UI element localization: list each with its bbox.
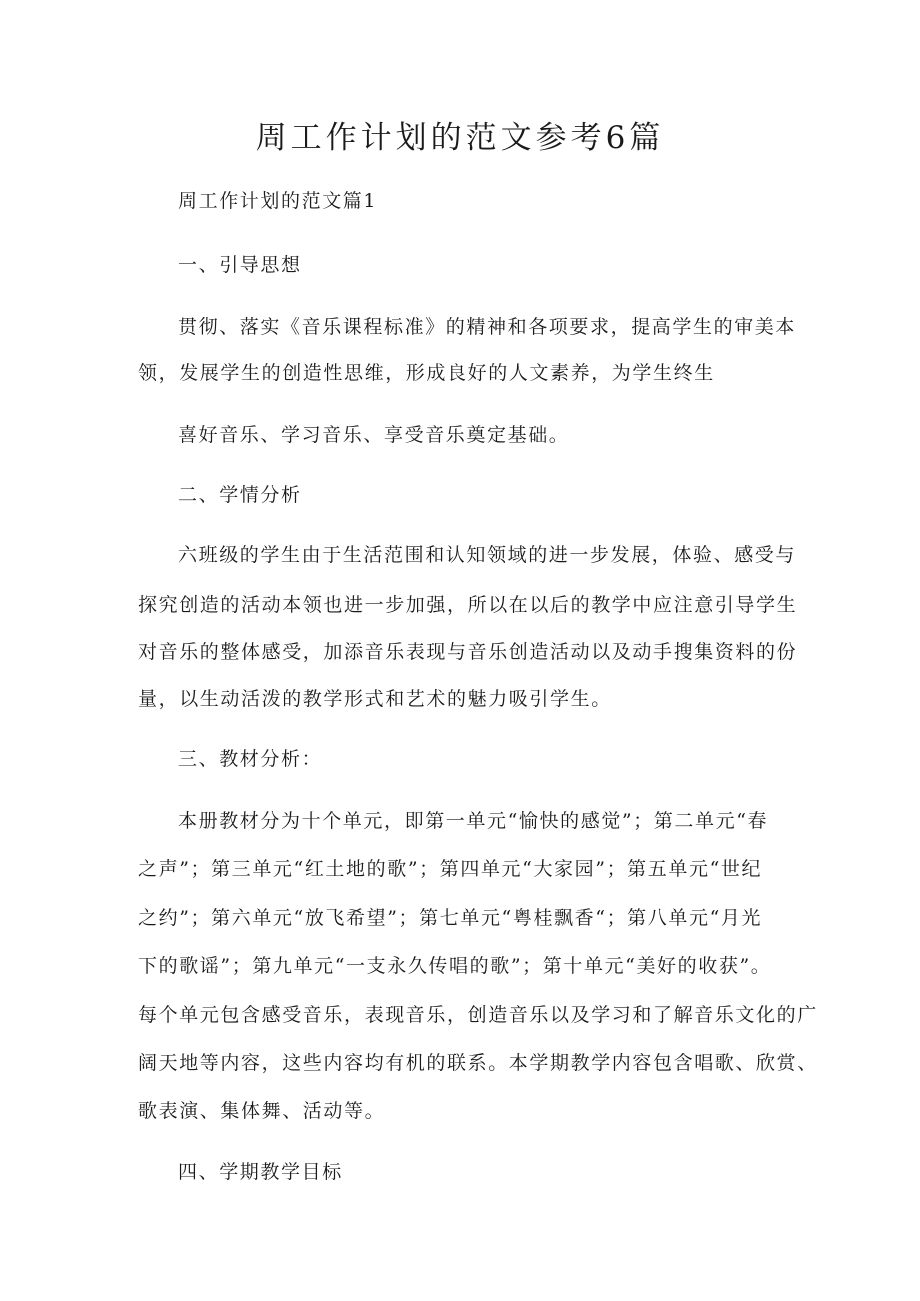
paragraph-line: 歌表演、集体舞、活动等。 bbox=[138, 1100, 386, 1122]
paragraph-line: 量，以生动活泼的教学形式和艺术的魅力吸引学生。 bbox=[138, 688, 612, 710]
paragraph-line: 六班级的学生由于生活范围和认知领域的进一步发展，体验、感受与 bbox=[178, 544, 797, 566]
paragraph-line: 贯彻、落实《音乐课程标准》的精神和各项要求，提高学生的审美本 bbox=[178, 316, 797, 338]
paragraph-line: 阔天地等内容，这些内容均有机的联系。本学期教学内容包含唱歌、欣赏、 bbox=[138, 1052, 818, 1074]
paragraph-line: 之声”；第三单元“红土地的歌”；第四单元“大家园”；第五单元“世纪 bbox=[138, 858, 763, 880]
paragraph-line: 本册教材分为十个单元，即第一单元“愉快的感觉”；第二单元“春 bbox=[178, 810, 769, 832]
heading-guiding-thought: 一、引导思想 bbox=[178, 254, 302, 276]
paragraph-line: 探究创造的活动本领也进一步加强，所以在以后的教学中应注意引导学生 bbox=[138, 594, 798, 616]
heading-textbook-analysis: 三、教材分析： bbox=[178, 748, 323, 770]
paragraph-line: 喜好音乐、学习音乐、享受音乐奠定基础。 bbox=[178, 424, 570, 446]
heading-student-analysis: 二、学情分析 bbox=[178, 484, 302, 506]
document-title: 周工作计划的范文参考6篇 bbox=[255, 120, 665, 156]
paragraph-line: 领，发展学生的创造性思维，形成良好的人文素养，为学生终生 bbox=[138, 362, 715, 384]
paragraph-line: 下的歌谣”；第九单元“一支永久传唱的歌”；第十单元“美好的收获”。 bbox=[138, 955, 772, 977]
section-heading-plan-1: 周工作计划的范文篇1 bbox=[178, 190, 378, 212]
paragraph-line: 对音乐的整体感受，加添音乐表现与音乐创造活动以及动手搜集资料的份 bbox=[138, 641, 798, 663]
paragraph-line: 之约”；第六单元“放飞希望”；第七单元“粤桂飘香“；第八单元“月光 bbox=[138, 907, 763, 929]
heading-semester-goals: 四、学期教学目标 bbox=[178, 1161, 343, 1183]
paragraph-line: 每个单元包含感受音乐，表现音乐，创造音乐以及学习和了解音乐文化的广 bbox=[138, 1004, 818, 1026]
